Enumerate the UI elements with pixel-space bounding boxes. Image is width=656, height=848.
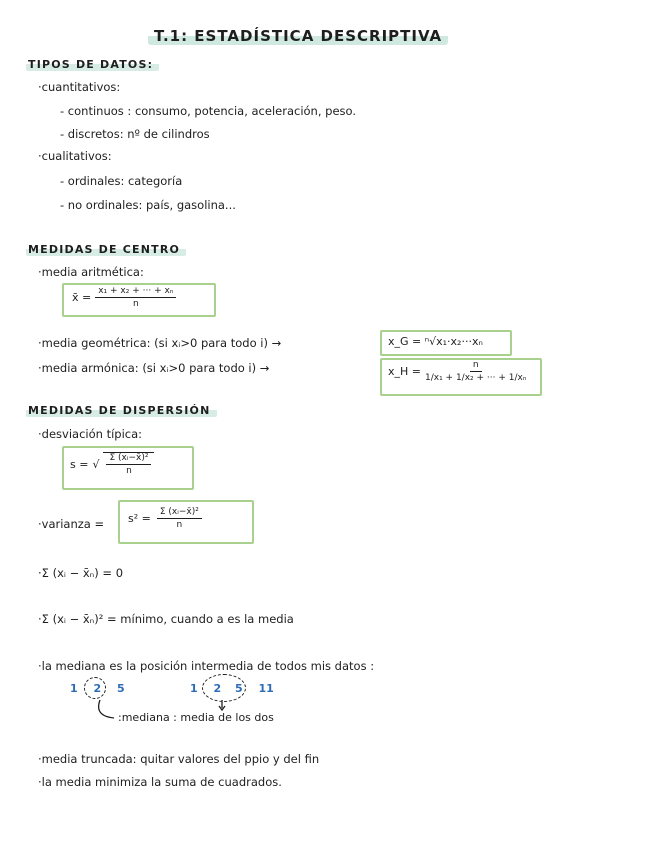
bullet-media-truncada: ·media truncada: quitar valores del ppio y del fin [38,752,320,766]
varianza-numerator: Σ (xᵢ−x̄)² [157,507,202,519]
desviacion-denominator: n [126,466,132,476]
bullet-suma-minimo: ·Σ (xᵢ − x̄ₙ)² = mínimo, cuando a es la media [38,612,294,626]
formula-aritmetica [72,286,176,309]
desviacion-numerator: Σ (xᵢ−x̄)² [106,453,151,465]
bullet-mediana: ·la mediana es la posición intermedia de todos mis datos : [38,659,375,673]
bullet-varianza: ·varianza = [38,517,105,531]
item-continuos: - continuos : consumo, potencia, aceleración, peso. [60,104,357,118]
curved-arrow-icon [99,700,114,718]
bullet-media-geometrica: ·media geométrica: (si xᵢ>0 para todo i) → [38,336,282,350]
section-heading-centro: MEDIDAS DE CENTRO [26,243,186,256]
example-value: 1 [70,682,78,695]
bullet-media-aritmetica: ·media aritmética: [38,265,144,279]
formula-geometrica: x_G = ⁿ√x₁·x₂···xₙ [388,335,483,348]
aritmetica-fraction [95,286,176,309]
varianza-denominator: n [176,520,183,530]
armonica-lhs: x_H = [388,365,421,378]
armonica-numerator: n [470,360,482,372]
page-title: T.1: ESTADÍSTICA DESCRIPTIVA [148,27,448,45]
section-heading-tipos: TIPOS DE DATOS: [26,58,159,71]
bullet-cuantitativos: ·cuantitativos: [38,80,121,94]
example-value-median: 2 [213,682,222,695]
armonica-denominator: 1/x₁ + 1/x₂ + ··· + 1/xₙ [425,373,527,383]
bullet-cualitativos: ·cualitativos: [38,149,112,163]
desviacion-fraction [106,453,151,476]
aritmetica-denominator: n [132,299,139,309]
item-discretos: - discretos: nº de cilindros [60,127,210,141]
desviacion-lhs: s = [70,457,89,471]
formula-armonica [388,360,526,383]
bullet-media-minimiza: ·la media minimiza la suma de cuadrados. [38,775,282,789]
example-value-median: 2 [93,682,102,695]
mediana-nota: :mediana : media de los dos [118,711,274,724]
sqrt-content [103,452,154,476]
sqrt-icon: √ [92,457,100,471]
varianza-lhs: s² = [128,512,151,525]
aritmetica-lhs: x̄ = [72,291,92,304]
example-value-median: 5 [235,682,243,695]
item-ordinales: - ordinales: categoría [60,174,183,188]
formula-desviacion [70,452,154,476]
bullet-media-armonica: ·media armónica: (si xᵢ>0 para todo i) → [38,361,270,375]
formula-varianza [128,507,202,530]
armonica-fraction [425,360,526,383]
section-heading-dispersion: MEDIDAS DE DISPERSIÓN [26,404,217,417]
example-value: 5 [117,682,125,695]
item-no-ordinales: - no ordinales: país, gasolina... [60,198,236,212]
example-value: 1 [190,682,198,695]
bullet-desviacion-tipica: ·desviación típica: [38,427,143,441]
aritmetica-numerator: x₁ + x₂ + ··· + xₙ [95,286,176,298]
bullet-suma-cero: ·Σ (xᵢ − x̄ₙ) = 0 [38,566,124,580]
example-value: 11 [258,682,274,695]
varianza-fraction [157,507,202,530]
